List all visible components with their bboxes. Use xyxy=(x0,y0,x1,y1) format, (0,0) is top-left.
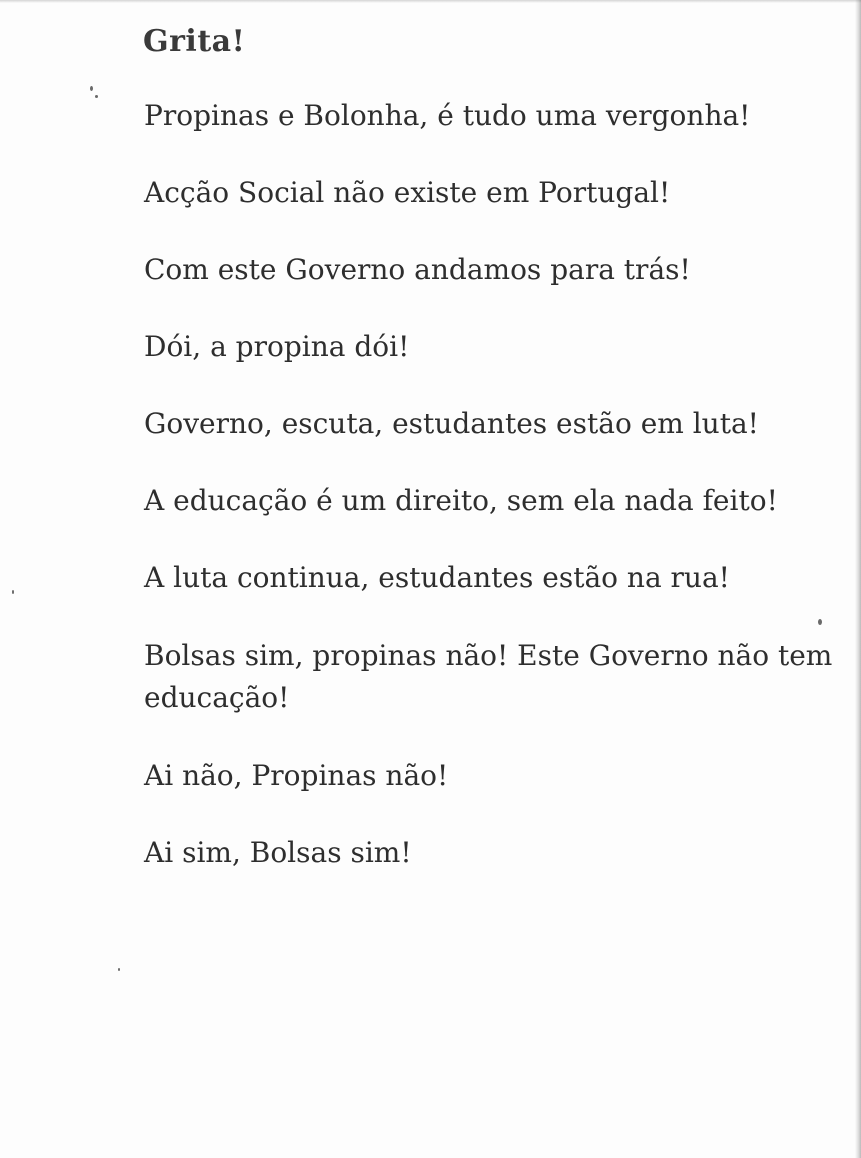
chant-line: Dói, a propina dói! xyxy=(144,330,410,363)
chant-line: Ai sim, Bolsas sim! xyxy=(144,836,412,869)
chant-line: A educação é um direito, sem ela nada feito! xyxy=(144,484,778,517)
chant-list xyxy=(144,96,854,910)
scan-speck xyxy=(118,968,120,971)
chant-line: Bolsas sim, propinas não! Este Governo não tem educação! xyxy=(144,639,833,714)
chant-line: Propinas e Bolonha, é tudo uma vergonha! xyxy=(144,99,751,132)
chant-line: Ai não, Propinas não! xyxy=(144,759,449,792)
chant-line: Governo, escuta, estudantes estão em luta! xyxy=(144,407,759,440)
chant-line: A luta continua, estudantes estão na rua! xyxy=(144,561,730,594)
page-title: Grita! xyxy=(143,24,246,59)
scan-shadow-right xyxy=(855,0,861,1158)
scan-speck xyxy=(90,86,93,91)
scan-shadow-top xyxy=(0,0,861,3)
scan-speck xyxy=(12,590,14,594)
scan-speck xyxy=(95,95,98,98)
chant-line: Acção Social não existe em Portugal! xyxy=(144,176,671,209)
chant-line: Com este Governo andamos para trás! xyxy=(144,253,691,286)
